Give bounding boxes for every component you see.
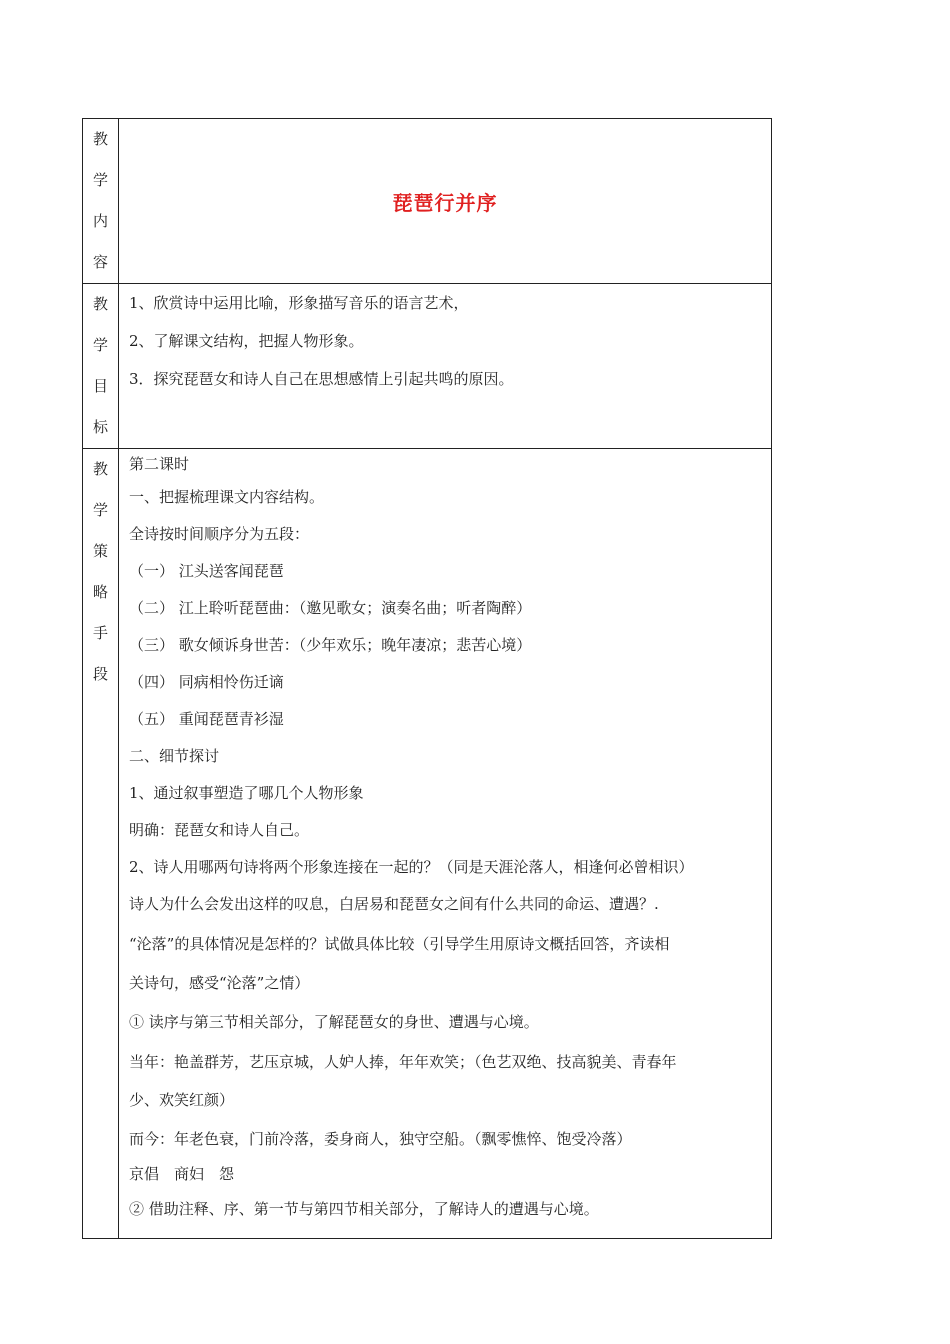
title-cell xyxy=(119,119,772,284)
label-char: 学 xyxy=(92,501,108,519)
lesson-title: 琵琶行并序 xyxy=(392,190,498,215)
goal-item: 1、欣赏诗中运用比喻，形象描写音乐的语言艺术， xyxy=(129,294,469,312)
goal-item: 2、了解课文结构，把握人物形象。 xyxy=(129,332,364,350)
strategy-line: 关诗句，感受“沦落”之情） xyxy=(129,974,310,992)
label-char: 教 xyxy=(92,130,108,148)
label-char: 策 xyxy=(92,542,108,560)
label-char: 学 xyxy=(92,336,108,354)
label-char: 学 xyxy=(92,171,108,189)
goals-row xyxy=(83,284,772,449)
label-char: 容 xyxy=(92,253,108,271)
strategy-line: 京倡 商妇 怨 xyxy=(129,1165,235,1183)
strategy-cell xyxy=(119,449,772,1239)
strategy-line: 少、欢笑红颜） xyxy=(129,1091,235,1109)
strategy-row xyxy=(83,449,772,1239)
strategy-line: 而今：年老色衰，门前冷落，委身商人，独守空船。（飘零憔悴、饱受冷落） xyxy=(129,1130,632,1148)
label-char: 教 xyxy=(92,460,108,478)
strategy-line: （三） 歌女倾诉身世苦：（少年欢乐；晚年凄凉；悲苦心境） xyxy=(129,636,532,654)
label-char: 内 xyxy=(92,212,108,230)
strategy-line: ② 借助注释、序、第一节与第四节相关部分，了解诗人的遭遇与心境。 xyxy=(129,1200,599,1218)
label-char: 手 xyxy=(92,624,108,642)
goals-label xyxy=(83,284,119,449)
strategy-line: “沦落”的具体情况是怎样的？试做具体比较（引导学生用原诗文概括回答，齐读相 xyxy=(129,935,670,953)
label-char: 略 xyxy=(92,583,108,601)
label-char: 标 xyxy=(92,418,108,436)
content-label xyxy=(83,119,119,284)
label-char: 教 xyxy=(92,295,108,313)
goal-item: 3．探究琵琶女和诗人自己在思想感情上引起共鸣的原因。 xyxy=(129,370,514,388)
strategy-line: （二） 江上聆听琵琶曲：（邀见歌女；演奏名曲；听者陶醉） xyxy=(129,599,532,617)
strategy-line: 诗人为什么会发出这样的叹息，白居易和琵琶女之间有什么共同的命运、遭遇？. xyxy=(129,895,659,913)
strategy-line: （四） 同病相怜伤迁谪 xyxy=(129,673,284,691)
strategy-line: 1、通过叙事塑造了哪几个人物形象 xyxy=(129,784,364,802)
label-char: 目 xyxy=(92,377,108,395)
strategy-line: 第二课时 xyxy=(129,455,190,473)
strategy-line: （五） 重闻琵琶青衫湿 xyxy=(129,710,284,728)
strategy-label xyxy=(83,449,119,1239)
strategy-line: 2、诗人用哪两句诗将两个形象连接在一起的？（同是天涯沦落人，相逢何必曾相识） xyxy=(129,858,694,876)
strategy-line: （一） 江头送客闻琵琶 xyxy=(129,562,284,580)
lesson-plan-table xyxy=(82,118,772,1239)
strategy-line: 明确：琵琶女和诗人自己。 xyxy=(129,821,310,839)
strategy-line: 当年：艳盖群芳，艺压京城，人妒人捧，年年欢笑；（色艺双绝、技高貌美、青春年 xyxy=(129,1053,677,1071)
content-row xyxy=(83,119,772,284)
goals-cell xyxy=(119,284,772,449)
strategy-line: 一、把握梳理课文内容结构。 xyxy=(129,488,325,506)
strategy-line: ① 读序与第三节相关部分，了解琵琶女的身世、遭遇与心境。 xyxy=(129,1013,539,1031)
strategy-line: 二、细节探讨 xyxy=(129,747,220,765)
strategy-line: 全诗按时间顺序分为五段： xyxy=(129,525,310,543)
label-char: 段 xyxy=(92,665,108,683)
